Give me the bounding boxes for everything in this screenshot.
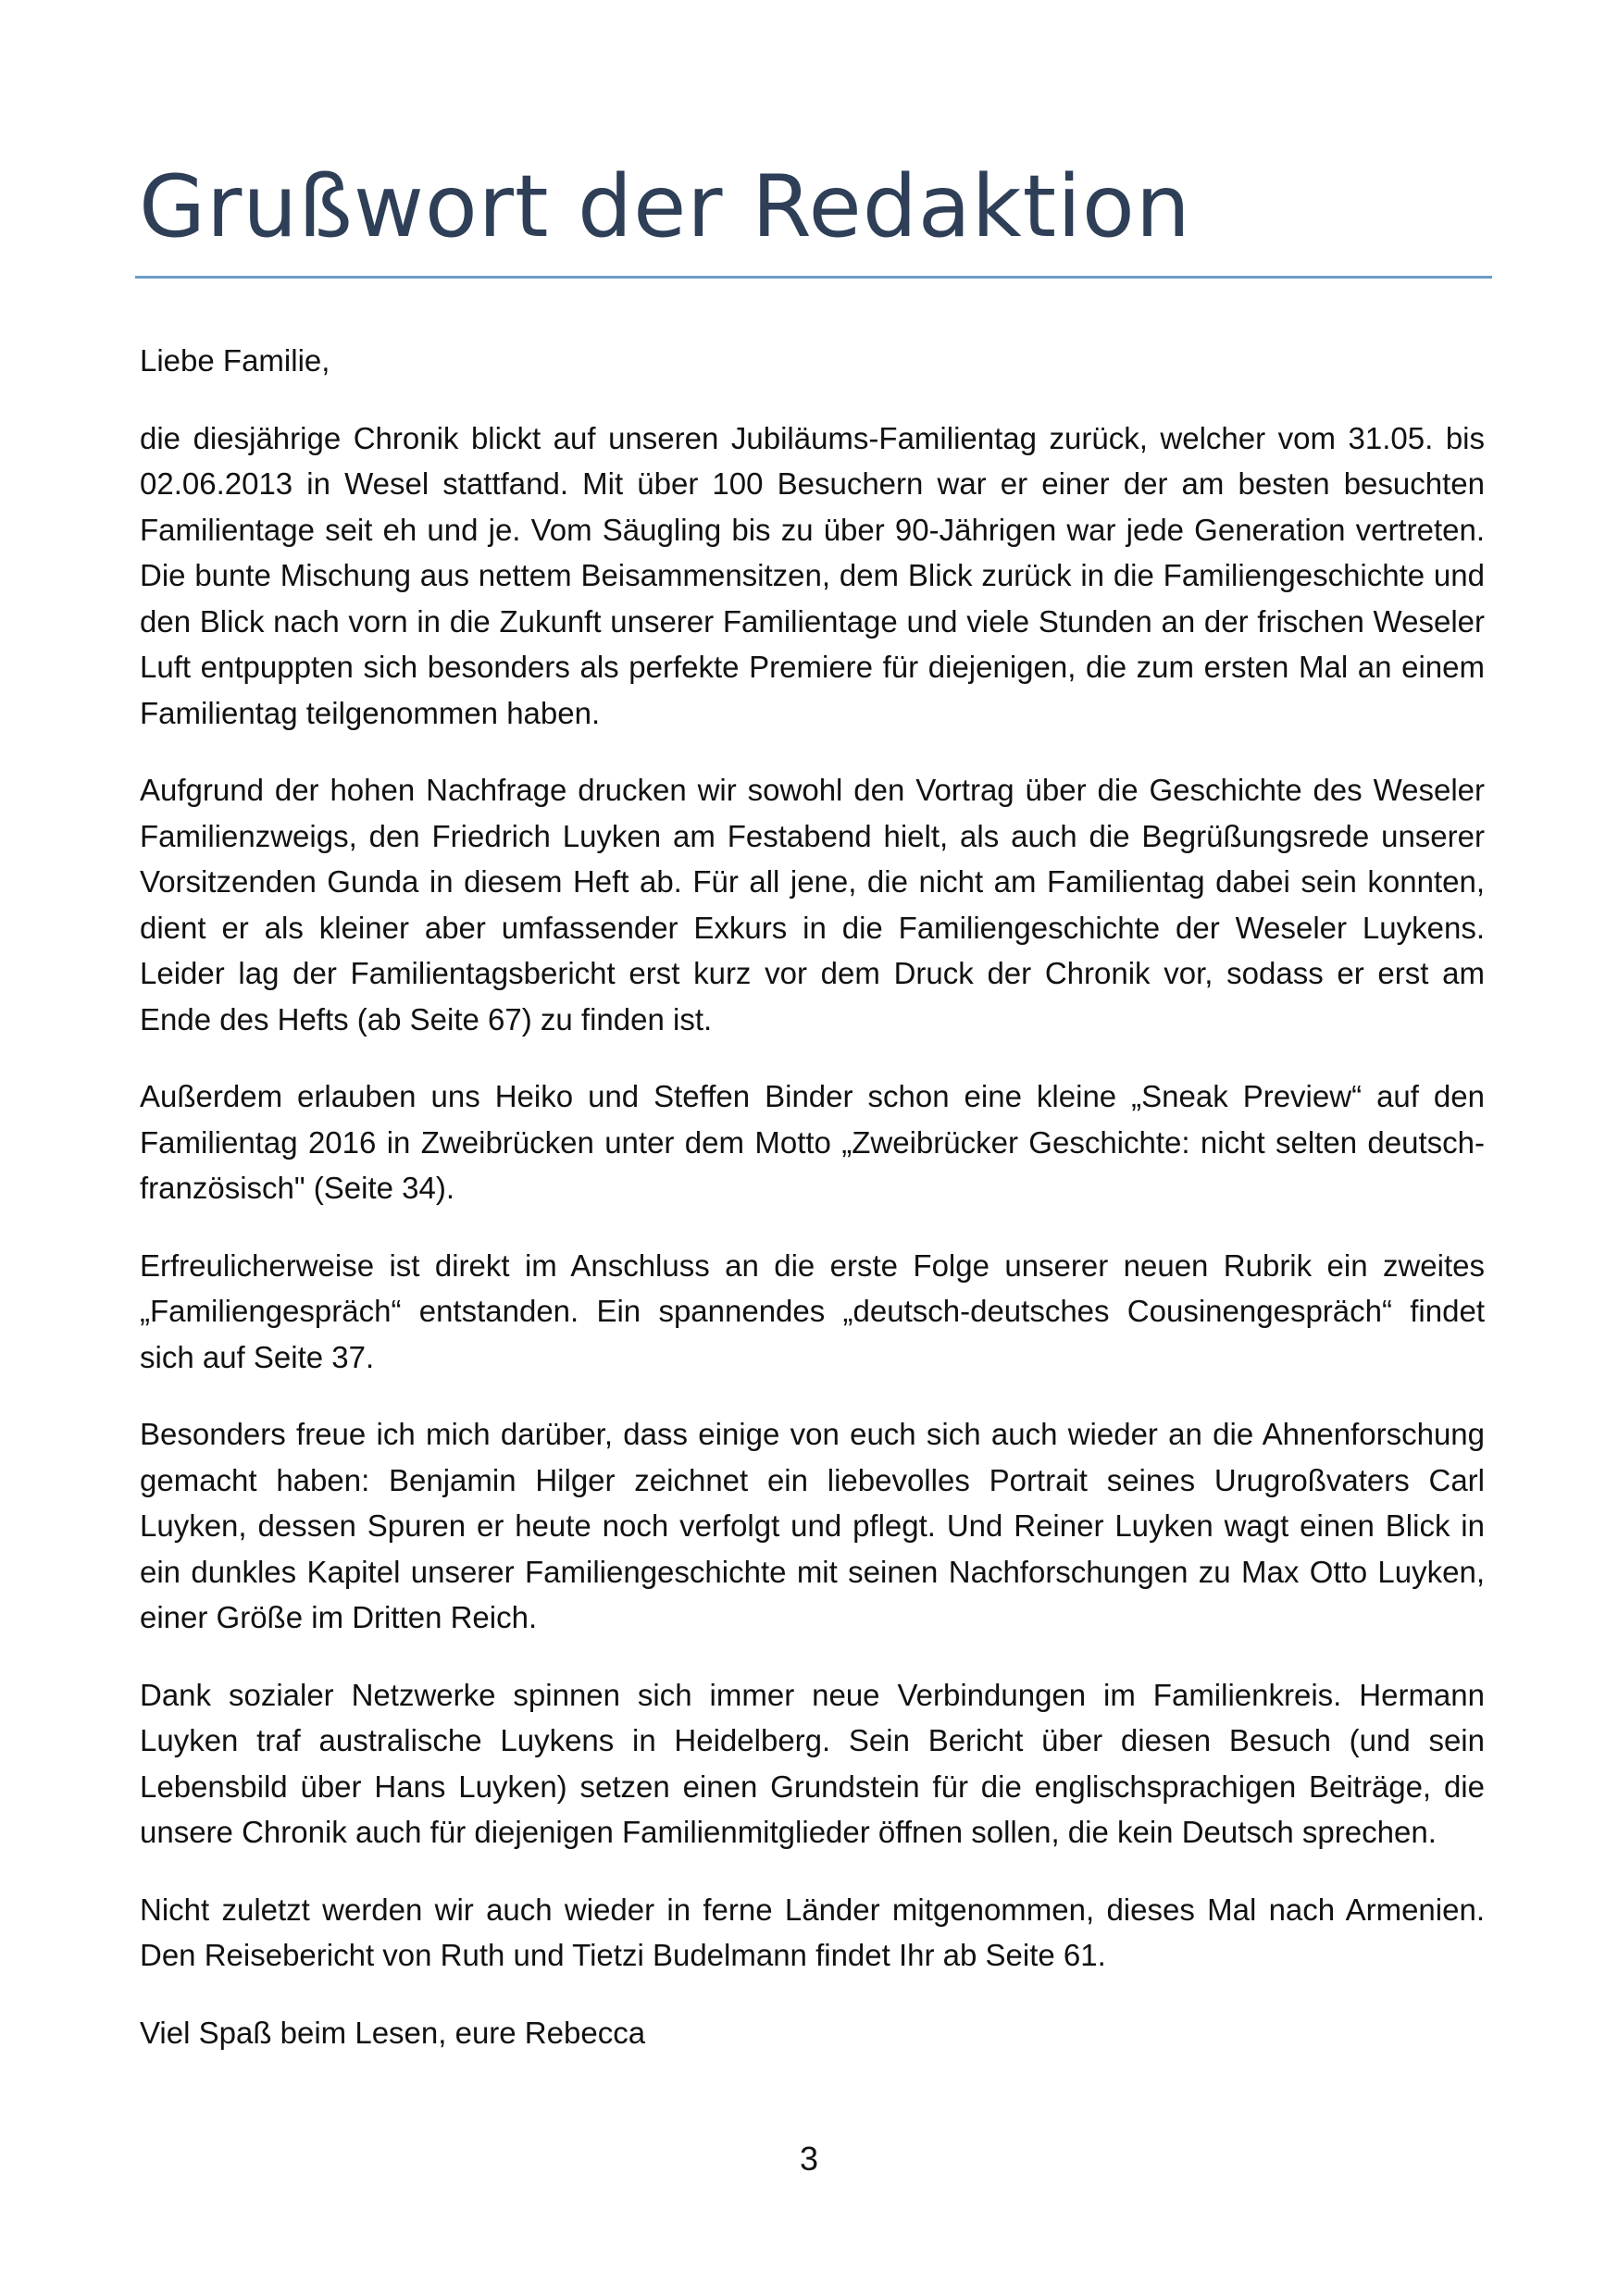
letter-body <box>140 338 1485 2087</box>
page-title: Grußwort der Redaktion <box>139 156 1191 256</box>
greeting: Liebe Familie, <box>140 343 330 378</box>
closing: Viel Spaß beim Lesen, eure Rebecca <box>140 2015 646 2050</box>
paragraph-lecture: Aufgrund der hohen Nachfrage drucken wir sowohl den Vortrag über die Geschichte des Weseler Familienzweigs, den Friedrich Luyken am Festabend hielt, als auch die Begrüßungsrede unserer Vorsitzenden Gunda in diesem Heft ab. Für all jene, die nicht am Familientag dabei sein konnten, dient er als kleiner aber umfassender Exkurs in die Familiengeschichte der Weseler Luykens. Leider lag der Familientagsbericht erst kurz vor dem Druck der Chronik vor, sodass er erst am Ende des Hefts (ab Seite 67) zu finden ist. <box>140 773 1485 1036</box>
paragraph-family-talk: Erfreulicherweise ist direkt im Anschluss an die erste Folge unserer neuen Rubrik ein zweites „Familiengespräch“ entstanden. Ein spannendes „deutsch-deutsches Cousinengespräch“ findet sich auf Seite 37. <box>140 1247 1485 1374</box>
page-number: 3 <box>799 2140 819 2178</box>
paragraph-networks: Dank sozialer Netzwerke spinnen sich immer neue Verbindungen im Familienkreis. Hermann Luyken traf australische Luykens in Heidelberg. Sein Bericht über diesen Besuch (und sein Lebensbild über Hans Luyken) setzen einen Grundstein für die englischsprachigen Beiträge, die unsere Chronik auch für diejenigen Familienmitglieder öffnen sollen, die kein Deutsch sprechen. <box>140 1677 1485 1849</box>
paragraph-travel: Nicht zuletzt werden wir auch wieder in ferne Länder mitgenommen, dieses Mal nach Armenien. Den Reisebericht von Ruth und Tietzi Budelmann findet Ihr ab Seite 61. <box>140 1892 1485 1972</box>
paragraph-jubilee: die diesjährige Chronik blickt auf unseren Jubiläums-Familientag zurück, welcher vom 31.05. bis 02.06.2013 in Wesel stattfand. Mit über 100 Besuchern war er einer der am besten besuchten Familientage seit eh und je. Vom Säugling bis zu über 90-Jährigen war jede Generation vertreten. Die bunte Mischung aus nettem Beisammensitzen, dem Blick zurück in die Familiengeschichte und den Blick nach vorn in die Zukunft unserer Familientage und viele Stunden an der frischen Weseler Luft entpuppten sich besonders als perfekte Premiere für diejenigen, die zum ersten Mal an einem Familientag teilgenommen haben. <box>140 420 1485 730</box>
paragraph-sneak-preview: Außerdem erlauben uns Heiko und Steffen Binder schon eine kleine „Sneak Preview“ auf den Familientag 2016 in Zweibrücken unter dem Motto „Zweibrücker Geschichte: nicht selten deutsch-französisch" (Seite 34). <box>140 1079 1485 1205</box>
title-underline <box>135 276 1492 279</box>
paragraph-genealogy: Besonders freue ich mich darüber, dass einige von euch sich auch wieder an die Ahnenforschung gemacht haben: Benjamin Hilger zeichnet ein liebevolles Portrait seines Urugroßvaters Carl Luyken, dessen Spuren er heute noch verfolgt und pflegt. Und Reiner Luyken wagt einen Blick in ein dunkles Kapitel unserer Familiengeschichte mit seinen Nachforschungen zu Max Otto Luyken, einer Größe im Dritten Reich. <box>140 1417 1485 1634</box>
